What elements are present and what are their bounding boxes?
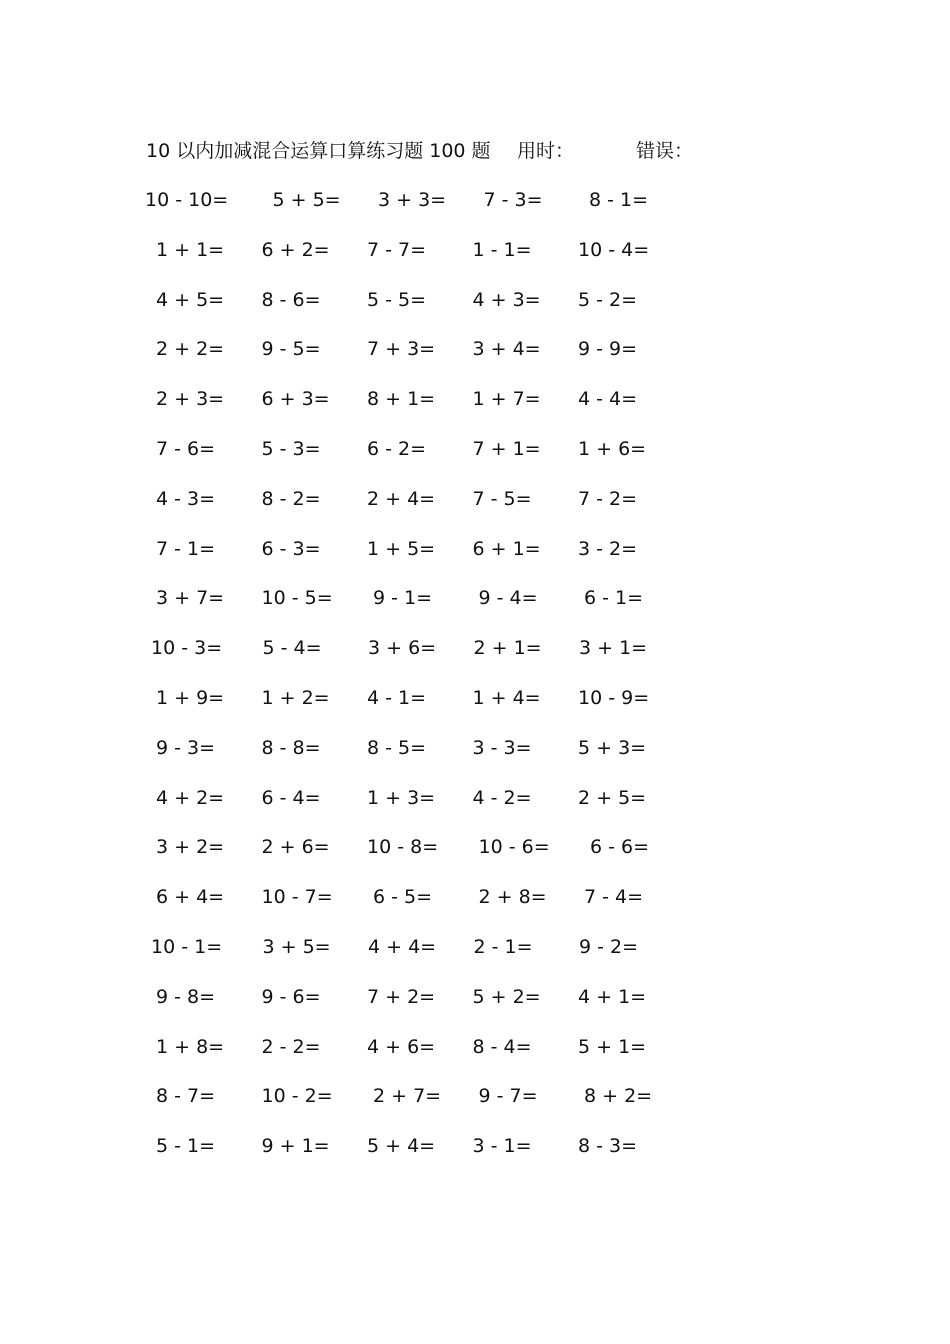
problem-item: 8 - 6= (261, 288, 321, 311)
problem-item: 8 - 8= (261, 736, 321, 759)
problem-item: 6 + 1= (472, 537, 541, 560)
problem-item: 3 + 5= (262, 936, 331, 958)
problem-item: 5 - 4= (262, 637, 322, 660)
problem-item: 3 - 3= (472, 736, 532, 759)
problem-item: 6 + 3= (261, 388, 330, 411)
problem-item: 2 + 5= (578, 786, 647, 809)
problem-item: 9 - 4= (478, 587, 538, 610)
problem-item: 1 - 1= (472, 238, 532, 261)
problem-item: 3 + 6= (368, 637, 437, 660)
time-label: 用时： (517, 140, 575, 162)
problem-item: 8 - 4= (472, 1035, 532, 1058)
problem-item: 6 - 3= (261, 537, 321, 560)
problem-item: 1 + 7= (472, 388, 541, 411)
problem-item: 9 - 7= (478, 1085, 538, 1108)
problem-item: 6 + 2= (261, 238, 330, 261)
problem-item: 5 - 5= (367, 288, 427, 311)
problem-item: 7 + 2= (367, 985, 436, 1008)
problem-item: 5 - 1= (156, 1135, 216, 1158)
problem-item: 10 - 2= (261, 1085, 333, 1108)
problem-item: 4 - 4= (578, 388, 638, 411)
problem-item: 1 + 2= (261, 687, 330, 709)
problem-item: 1 + 5= (367, 537, 436, 560)
problem-item: 7 - 3= (483, 189, 543, 211)
problem-item: 7 - 5= (472, 487, 532, 510)
problem-item: 2 + 2= (156, 338, 225, 361)
problem-item: 10 - 1= (151, 936, 223, 958)
problem-item: 4 - 3= (156, 487, 216, 510)
problem-item: 2 + 1= (473, 637, 542, 660)
problem-item: 10 - 7= (261, 886, 333, 909)
problem-item: 2 + 6= (261, 836, 330, 859)
problem-item: 2 + 8= (478, 886, 547, 909)
problem-item: 10 - 4= (578, 238, 650, 261)
problem-item: 5 - 3= (261, 438, 321, 460)
problem-item: 6 + 4= (156, 886, 225, 909)
problem-item: 1 + 1= (156, 238, 225, 261)
problem-item: 4 - 1= (367, 687, 427, 709)
problem-item: 8 - 2= (261, 487, 321, 510)
problem-item: 5 - 2= (578, 288, 638, 311)
problem-item: 5 + 5= (272, 189, 341, 211)
problem-item: 7 - 2= (578, 487, 638, 510)
problem-item: 7 - 4= (584, 886, 644, 909)
problem-item: 6 - 6= (590, 836, 650, 859)
problem-item: 6 - 4= (261, 786, 321, 809)
problem-item: 9 - 1= (373, 587, 433, 610)
problem-item: 5 + 4= (367, 1135, 436, 1158)
problem-item: 10 - 10= (145, 189, 229, 211)
problem-item: 10 - 5= (261, 587, 333, 610)
problem-item: 8 - 1= (589, 189, 649, 211)
problem-item: 3 + 3= (378, 189, 447, 211)
problem-item: 5 + 2= (472, 985, 541, 1008)
problem-item: 7 + 1= (472, 438, 541, 460)
problem-item: 2 - 1= (473, 936, 533, 958)
problem-item: 3 + 4= (472, 338, 541, 361)
problem-item: 5 + 3= (578, 736, 647, 759)
problem-item: 1 + 3= (367, 786, 436, 809)
problem-item: 10 - 8= (367, 836, 439, 859)
problem-item: 2 + 4= (367, 487, 436, 510)
problem-item: 8 - 7= (156, 1085, 216, 1108)
problem-item: 10 - 3= (151, 637, 223, 660)
problem-item: 5 + 1= (578, 1035, 647, 1058)
problem-item: 6 - 2= (367, 438, 427, 460)
problem-item: 3 - 1= (472, 1135, 532, 1158)
problem-item: 8 + 2= (584, 1085, 653, 1108)
problem-item: 2 + 7= (373, 1085, 442, 1108)
problem-item: 4 + 2= (156, 786, 225, 809)
problem-item: 7 - 6= (156, 438, 216, 460)
problem-item: 6 - 1= (584, 587, 644, 610)
problem-item: 1 + 9= (156, 687, 225, 709)
problem-item: 4 + 1= (578, 985, 647, 1008)
problem-item: 9 - 2= (579, 936, 639, 958)
problem-item: 9 - 8= (156, 985, 216, 1008)
problem-item: 7 - 7= (367, 238, 427, 261)
problem-item: 4 + 3= (472, 288, 541, 311)
problem-item: 9 - 9= (578, 338, 638, 361)
error-label: 错误： (636, 140, 694, 162)
problem-item: 1 + 8= (156, 1035, 225, 1058)
problem-item: 9 - 5= (261, 338, 321, 361)
problem-item: 4 + 4= (368, 936, 437, 958)
problem-item: 4 + 6= (367, 1035, 436, 1058)
problem-item: 3 + 1= (579, 637, 648, 660)
problem-item: 8 - 3= (578, 1135, 638, 1158)
problem-item: 4 + 5= (156, 288, 225, 311)
problem-item: 8 - 5= (367, 736, 427, 759)
problem-item: 10 - 6= (478, 836, 550, 859)
problem-item: 9 - 6= (261, 985, 321, 1008)
problem-item: 3 - 2= (578, 537, 638, 560)
problem-item: 1 + 4= (472, 687, 541, 709)
problem-item: 2 - 2= (261, 1035, 321, 1058)
problem-item: 8 + 1= (367, 388, 436, 411)
problem-item: 9 + 1= (261, 1135, 330, 1158)
problem-item: 7 + 3= (367, 338, 436, 361)
problem-item: 6 - 5= (373, 886, 433, 909)
problem-item: 9 - 3= (156, 736, 216, 759)
problem-item: 1 + 6= (578, 438, 647, 460)
worksheet-title: 10 以内加减混合运算口算练习题 100 题 (146, 140, 491, 162)
problem-item: 4 - 2= (472, 786, 532, 809)
problem-item: 7 - 1= (156, 537, 216, 560)
problem-item: 3 + 7= (156, 587, 225, 610)
problem-item: 10 - 9= (578, 687, 650, 709)
problem-item: 3 + 2= (156, 836, 225, 859)
problem-item: 2 + 3= (156, 388, 225, 411)
